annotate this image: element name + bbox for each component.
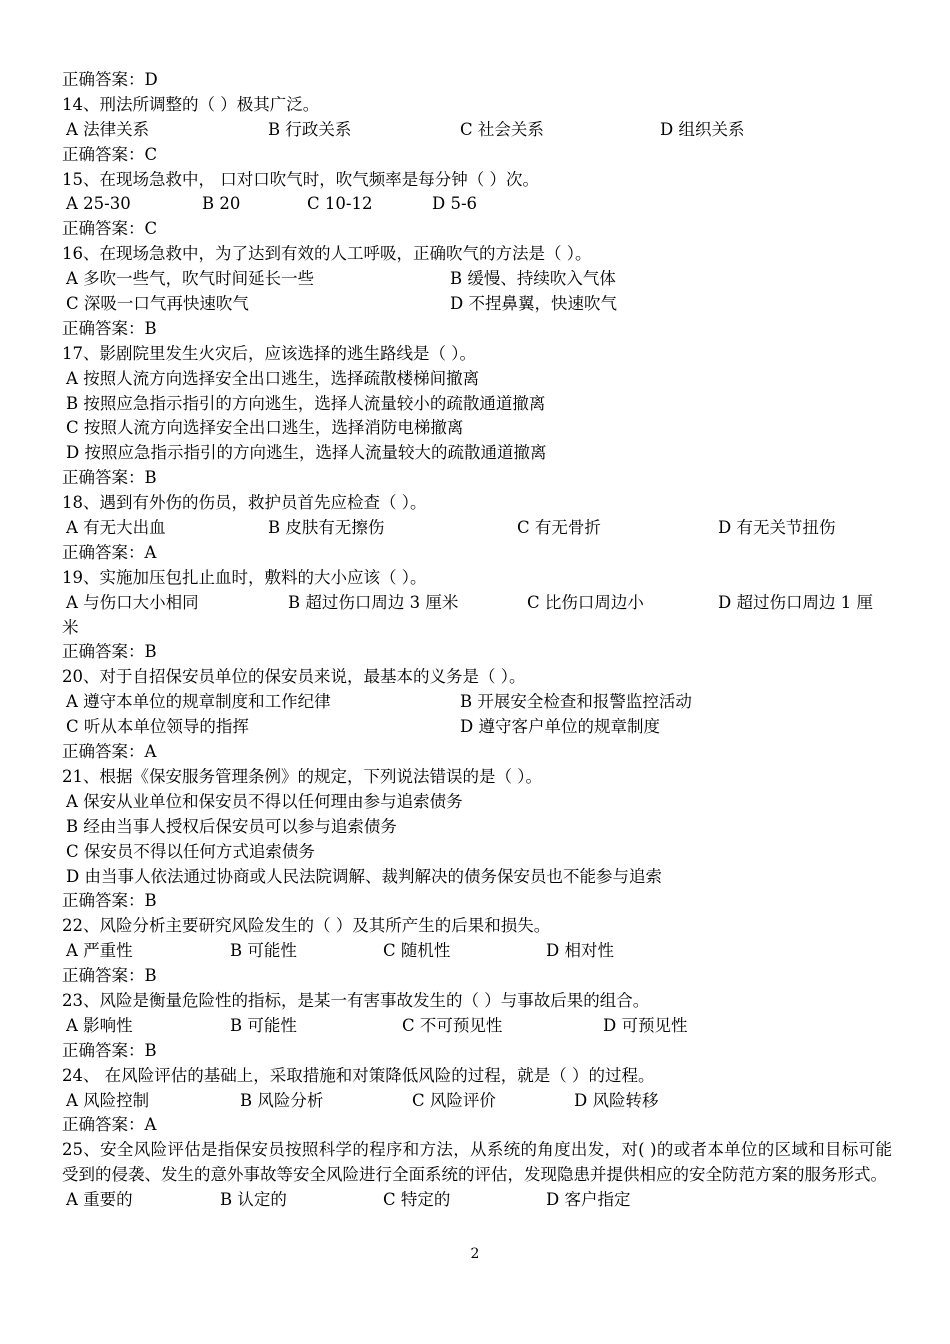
- option-a: A 有无大出血: [66, 518, 166, 538]
- option-b: B 皮肤有无擦伤: [268, 518, 385, 538]
- option-d: D 客户指定: [546, 1190, 631, 1210]
- option-d: D 5-6: [432, 194, 478, 214]
- answer-line: 正确答案：B: [62, 318, 157, 338]
- question-17: 17、影剧院里发生火灾后，应该选择的逃生路线是（ ）。: [62, 343, 476, 363]
- option-c: C 随机性: [383, 941, 451, 961]
- option-d: D 相对性: [546, 941, 614, 961]
- option-b: B 经由当事人授权后保安员可以参与追索债务: [66, 816, 397, 836]
- option-d-continuation: 米: [62, 617, 79, 637]
- options-row: [62, 715, 892, 740]
- options-row: [62, 1188, 892, 1213]
- option-b: B 超过伤口周边 3 厘米: [288, 592, 459, 612]
- options-row: [62, 690, 892, 715]
- option-c: C 10-12: [307, 194, 373, 214]
- option-c: C 社会关系: [460, 119, 544, 139]
- options-row: [62, 591, 892, 616]
- option-d: D 由当事人依法通过协商或人民法院调解、裁判解决的债务保安员也不能参与追索: [66, 866, 662, 886]
- option-b: B 行政关系: [268, 119, 352, 139]
- option-a: A 按照人流方向选择安全出口逃生，选择疏散楼梯间撤离: [66, 368, 480, 388]
- option-a: A 严重性: [66, 941, 133, 961]
- answer-line: 正确答案：B: [62, 966, 157, 986]
- options-row: [62, 1014, 892, 1039]
- option-b: B 20: [202, 194, 241, 214]
- option-d: D 组织关系: [660, 119, 745, 139]
- question-15: 15、在现场急救中， 口对口吹气时，吹气频率是每分钟（ ）次。: [62, 169, 539, 189]
- option-c: C 有无骨折: [517, 518, 601, 538]
- option-a: A 多吹一些气，吹气时间延长一些: [66, 269, 315, 289]
- options-row: [62, 192, 892, 217]
- answer-line: 正确答案：B: [62, 1040, 157, 1060]
- option-d: D 可预见性: [603, 1015, 688, 1035]
- answer-line: 正确答案：A: [62, 742, 157, 762]
- option-d: D 按照应急指示指引的方向逃生，选择人流量较大的疏散通道撤离: [66, 443, 547, 463]
- options-row: [62, 292, 892, 317]
- question-21: 21、根据《保安服务管理条例》的规定，下列说法错误的是（ ）。: [62, 766, 542, 786]
- answer-line: 正确答案：A: [62, 1115, 157, 1135]
- question-25: 25、安全风险评估是指保安员按照科学的程序和方法，从系统的角度出发，对( )的或者本单位的区域和目标可能受到的侵袭、发生的意外事故等安全风险进行全面系统的评估，发现隐患并提供相应的安全防范方案的服务形式。: [62, 1140, 892, 1185]
- option-a: A 重要的: [66, 1190, 133, 1210]
- option-a: A 与伤口大小相同: [66, 592, 199, 612]
- question-23: 23、风险是衡量危险性的指标，是某一有害事故发生的（ ）与事故后果的组合。: [62, 990, 650, 1010]
- option-c: C 不可预见性: [402, 1015, 503, 1035]
- option-d: D 遵守客户单位的规章制度: [460, 717, 660, 737]
- option-b: B 缓慢、持续吹入气体: [450, 269, 616, 289]
- option-b: B 开展安全检查和报警监控活动: [460, 692, 692, 712]
- option-c: C 特定的: [383, 1190, 451, 1210]
- option-a: A 法律关系: [66, 119, 150, 139]
- options-row: [62, 939, 892, 964]
- option-b: B 风险分析: [240, 1090, 324, 1110]
- option-d: D 不捏鼻翼，快速吹气: [450, 294, 617, 314]
- option-b: B 认定的: [220, 1190, 287, 1210]
- question-list: [62, 68, 892, 1213]
- option-c: C 深吸一口气再快速吹气: [66, 294, 249, 314]
- question-22: 22、风险分析主要研究风险发生的（ ）及其所产生的后果和损失。: [62, 916, 551, 936]
- answer-line: 正确答案：C: [62, 219, 158, 239]
- option-b: B 可能性: [230, 941, 297, 961]
- options-row: [62, 516, 892, 541]
- option-c: C 按照人流方向选择安全出口逃生，选择消防电梯撤离: [66, 418, 464, 438]
- option-a: A 保安从业单位和保安员不得以任何理由参与追索债务: [66, 791, 463, 811]
- option-b: B 可能性: [230, 1015, 297, 1035]
- option-a: A 25-30: [66, 194, 131, 214]
- answer-line: 正确答案：B: [62, 891, 157, 911]
- question-18: 18、遇到有外伤的伤员，救护员首先应检查（ ）。: [62, 493, 427, 513]
- question-24: 24、 在风险评估的基础上，采取措施和对策降低风险的过程，就是（ ）的过程。: [62, 1065, 655, 1085]
- answer-line: 正确答案：B: [62, 468, 157, 488]
- options-row: [62, 118, 892, 143]
- question-16: 16、在现场急救中，为了达到有效的人工呼吸，正确吹气的方法是（ ）。: [62, 244, 592, 264]
- question-19: 19、实施加压包扎止血时，敷料的大小应该（ ）。: [62, 567, 427, 587]
- page-number: 2: [470, 1246, 480, 1262]
- option-a: A 风险控制: [66, 1090, 150, 1110]
- option-a: A 影响性: [66, 1015, 133, 1035]
- option-d: D 有无关节扭伤: [718, 518, 836, 538]
- question-20: 20、对于自招保安员单位的保安员来说，最基本的义务是（ ）。: [62, 667, 526, 687]
- answer-line: 正确答案：A: [62, 542, 157, 562]
- option-c: C 保安员不得以任何方式追索债务: [66, 841, 315, 861]
- option-c: C 比伤口周边小: [527, 592, 644, 612]
- option-d: D 超过伤口周边 1 厘: [718, 592, 873, 612]
- option-b: B 按照应急指示指引的方向逃生，选择人流量较小的疏散通道撤离: [66, 393, 546, 413]
- answer-line: 正确答案：D: [62, 70, 158, 89]
- option-c: C 风险评价: [412, 1090, 496, 1110]
- options-row: [62, 267, 892, 292]
- option-a: A 遵守本单位的规章制度和工作纪律: [66, 692, 331, 712]
- answer-line: 正确答案：C: [62, 144, 158, 164]
- question-14: 14、刑法所调整的（ ）极其广泛。: [62, 94, 320, 114]
- answer-line: 正确答案：B: [62, 642, 157, 662]
- options-row: [62, 1089, 892, 1114]
- option-c: C 听从本单位领导的指挥: [66, 717, 249, 737]
- option-d: D 风险转移: [574, 1090, 659, 1110]
